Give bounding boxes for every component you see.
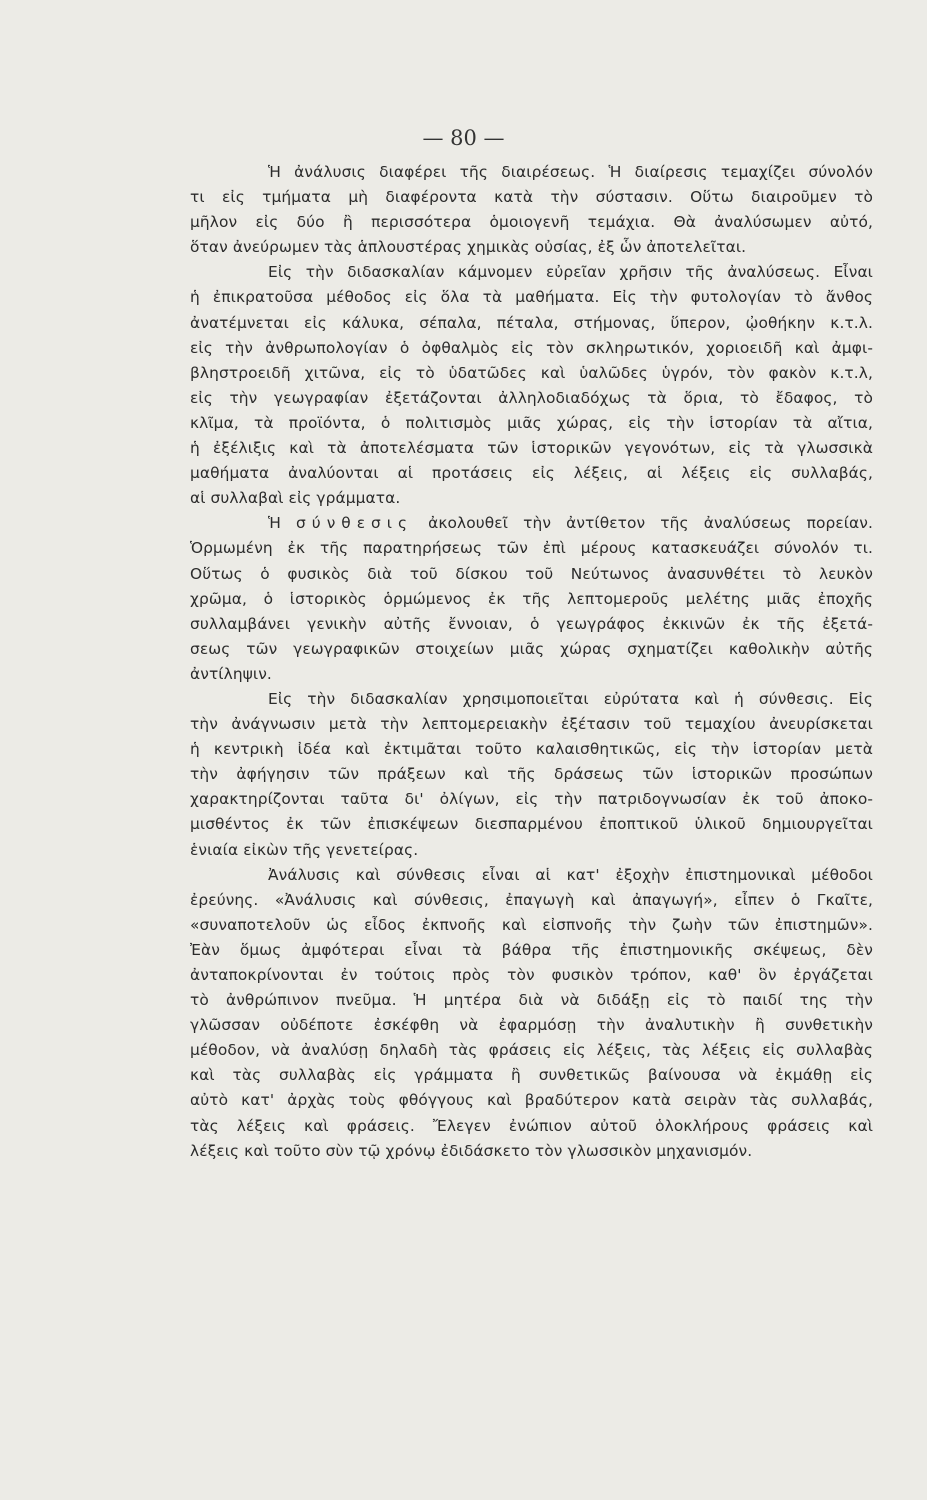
text-line: καὶ τὰς συλλαβὰς εἰς γράμματα ἢ συνθετικῶς βαίνουσα νὰ ἐκμάθῃ εἰς <box>190 1066 873 1085</box>
page-number: — 80 — <box>422 126 505 150</box>
text-line: Οὕτως ὁ φυσικὸς διὰ τοῦ δίσκου τοῦ Νεύτωνος ἀνασυνθέτει τὸ λευκὸν <box>190 564 873 583</box>
text-line: γλῶσσαν οὐδέποτε ἐσκέφθη νὰ ἐφαρμόσῃ τὴν ἀναλυτικὴν ἢ συνθετικὴν <box>190 1016 873 1035</box>
synthesis-article: Ἡ <box>268 514 281 533</box>
text-line: χαρακτηρίζονται ταῦτα δι' ὀλίγων, εἰς τὴν πατριδογνωσίαν ἐκ τοῦ ἀποκο- <box>190 790 873 809</box>
text-line: κλῖμα, τὰ προϊόντα, ὁ πολιτισμὸς μιᾶς χώρας, εἰς τὴν ἱστορίαν τὰ αἴτια, <box>190 413 873 432</box>
text-line: τὴν ἀφήγησιν τῶν πράξεων καὶ τῆς δράσεως τῶν ἱστορικῶν προσώπων <box>190 765 873 784</box>
text-line: μέθοδον, νὰ ἀναλύσῃ δηλαδὴ τὰς φράσεις εἰς λέξεις, τὰς λέξεις εἰς συλλαβὰς <box>190 1041 873 1060</box>
synthesis-term: σύνθεσις <box>296 514 414 533</box>
text-line: «συναποτελοῦν ὡς εἶδος ἐκπνοῆς καὶ εἰσπνοῆς τὴν ζωὴν τῶν ἐπιστημῶν». <box>190 915 873 934</box>
text-line: ἡ ἐξέλιξις καὶ τὰ ἀποτελέσματα τῶν ἱστορικῶν γεγονότων, εἰς τὰ γλωσσικὰ <box>190 439 873 458</box>
text-line: Ἡ ἀνάλυσις διαφέρει τῆς διαιρέσεως. Ἡ διαίρεσις τεμαχίζει σύνολόν <box>268 163 873 181</box>
text-line: εἰς τὴν γεωγραφίαν ἐξετάζονται ἀλληλοδιαδόχως τὰ ὅρια, τὸ ἔδαφος, τὸ <box>190 388 873 407</box>
text-line: εἰς τὴν ἀνθρωπολογίαν ὁ ὀφθαλμὸς εἰς τὸν σκληρωτικόν, χοριοειδῆ καὶ ἀμφι- <box>190 338 873 357</box>
text-line: τὴν ἀνάγνωσιν μετὰ τὴν λεπτομερειακὴν ἐξέτασιν τοῦ τεμαχίου ἀνευρίσκεται <box>190 715 873 734</box>
text-line: ἀντίληψιν. <box>190 664 272 683</box>
text-line: Εἰς τὴν διδασκαλίαν κάμνομεν εὐρεῖαν χρῆσιν τῆς ἀναλύσεως. Εἶναι <box>268 263 873 282</box>
text-line: Ἀνάλυσις καὶ σύνθεσις εἶναι αἱ κατ' ἐξοχὴν ἐπιστημονικαὶ μέθοδοι <box>268 865 873 884</box>
text-line: σεως τῶν γεωγραφικῶν στοιχείων μιᾶς χώρας σχηματίζει καθολικὴν αὐτῆς <box>190 639 873 658</box>
text-line: ἑνιαία εἰκὼν τῆς γενετείρας. <box>190 840 419 859</box>
text-line: Ἐὰν ὅμως ἀμφότεραι εἶναι τὰ βάθρα τῆς ἐπιστημονικῆς σκέψεως, δὲν <box>190 940 873 959</box>
text-line: ἀνταποκρίνονται ἐν τούτοις πρὸς τὸν φυσικὸν τρόπον, καθ' ὃν ἐργάζεται <box>190 966 873 984</box>
text-line: Εἰς τὴν διδασκαλίαν χρησιμοποιεῖται εὐρύτατα καὶ ἡ σύνθεσις. Εἰς <box>268 689 873 708</box>
text-line <box>190 511 873 536</box>
text-line: αὐτὸ κατ' ἀρχὰς τοὺς φθόγγους καὶ βραδύτερον κατὰ σειρὰν τὰς συλλαβάς, <box>190 1091 873 1110</box>
text-line: ὅταν ἀνεύρωμεν τὰς ἁπλουστέρας χημικὰς οὐσίας, ἐξ ὧν ἀποτελεῖται. <box>190 238 747 257</box>
text-line: μισθέντος ἐκ τῶν ἐπισκέψεων διεσπαρμένου ἐποπτικοῦ ὑλικοῦ δημιουργεῖται <box>190 815 873 834</box>
text-line: τι εἰς τμήματα μὴ διαφέροντα κατὰ τὴν σύστασιν. Οὕτω διαιροῦμεν τὸ <box>190 188 873 207</box>
text-line: ἡ κεντρικὴ ἰδέα καὶ ἐκτιμᾶται τοῦτο καλαισθητικῶς, εἰς τὴν ἱστορίαν μετὰ <box>190 740 873 759</box>
text-line: τὸ ἀνθρώπινον πνεῦμα. Ἡ μητέρα διὰ νὰ διδάξῃ εἰς τὸ παιδί της τὴν <box>190 991 873 1010</box>
text-line: μαθήματα ἀναλύονται αἱ προτάσεις εἰς λέξεις, αἱ λέξεις εἰς συλλαβάς, <box>190 464 873 483</box>
text-line: αἱ συλλαβαὶ εἰς γράμματα. <box>190 489 401 508</box>
text-line: συλλαμβάνει γενικὴν αὐτῆς ἔννοιαν, ὁ γεωγράφος ἐκκινῶν ἐκ τῆς ἐξετά- <box>190 614 873 633</box>
text-line: μῆλον εἰς δύο ἢ περισσότερα ὁμοιογενῆ τεμάχια. Θὰ ἀναλύσωμεν αὐτό, <box>190 213 873 232</box>
body-text <box>190 160 873 1164</box>
text-line: ἀνατέμνεται εἰς κάλυκα, σέπαλα, πέταλα, στήμονας, ὕπερον, ᾠοθήκην κ.τ.λ. <box>190 313 873 332</box>
text-line: βληστροειδῆ χιτῶνα, εἰς τὸ ὑδατῶδες καὶ ὑαλῶδες ὑγρόν, τὸν φακὸν κ.τ.λ, <box>190 363 873 382</box>
text-line: ἐρεύνης. «Ἀνάλυσις καὶ σύνθεσις, ἐπαγωγὴ καὶ ἀπαγωγή», εἶπεν ὁ Γκαῖτε, <box>190 890 873 909</box>
text-line: τὰς λέξεις καὶ φράσεις. Ἔλεγεν ἐνώπιον αὐτοῦ ὁλοκλήρους φράσεις καὶ <box>190 1116 873 1135</box>
synthesis-rest: ἀκολουθεῖ τὴν ἀντίθετον τῆς ἀναλύσεως πορείαν. <box>428 514 873 533</box>
text-line: χρῶμα, ὁ ἱστορικὸς ὁρμώμενος ἐκ τῆς λεπτομεροῦς μελέτης μιᾶς ἐποχῆς <box>190 589 873 608</box>
text-line: λέξεις καὶ τοῦτο σὺν τῷ χρόνῳ ἐδιδάσκετο τὸν γλωσσικὸν μηχανισμόν. <box>190 1141 753 1160</box>
text-line: ἡ ἐπικρατοῦσα μέθοδος εἰς ὅλα τὰ μαθήματα. Εἰς τὴν φυτολογίαν τὸ ἄνθος <box>190 288 873 307</box>
text-line: Ὁρμωμένη ἐκ τῆς παρατηρήσεως τῶν ἐπὶ μέρους κατασκευάζει σύνολόν τι. <box>190 539 873 558</box>
